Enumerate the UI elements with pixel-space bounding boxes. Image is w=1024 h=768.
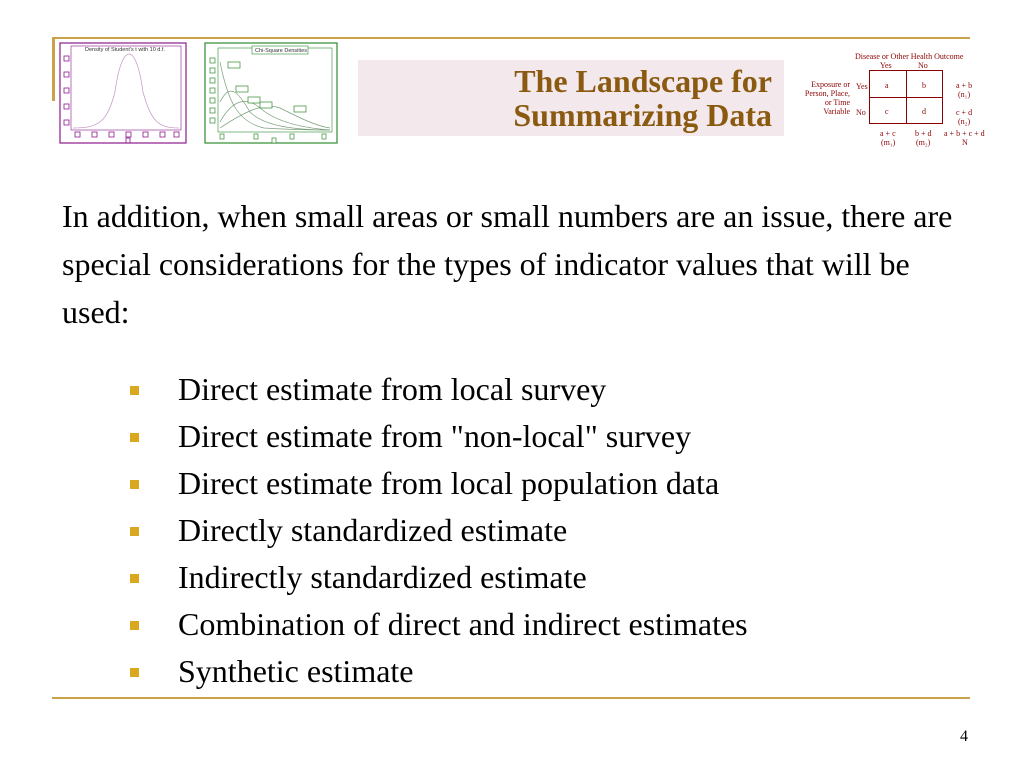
bottom-rule	[52, 697, 970, 699]
page-number: 4	[960, 728, 968, 745]
bullet-square-icon	[130, 668, 139, 677]
table-grid	[869, 70, 943, 124]
row-label-2: Person, Place,	[804, 89, 850, 98]
bullet-text: Combination of direct and indirect estimates	[178, 606, 748, 642]
bullet-text: Directly standardized estimate	[178, 512, 568, 548]
bullet-text: Synthetic estimate	[178, 653, 414, 689]
left-rule	[52, 37, 55, 101]
bullet-item	[130, 366, 748, 413]
contingency-table	[800, 48, 1000, 152]
cell-c: c	[885, 107, 889, 116]
intro-paragraph: In addition, when small areas or small numbers are an issue, there are special considerations for the types of indicator values that will be used:	[62, 198, 953, 330]
row-no-label: No	[856, 108, 866, 117]
row-yes-label: Yes	[856, 82, 868, 91]
bullet-item	[130, 554, 748, 601]
col2-total: b + d	[915, 129, 932, 138]
slide-title	[513, 60, 772, 136]
bullet-text: Direct estimate from local population data	[178, 465, 720, 501]
bullet-list	[130, 366, 748, 695]
cell-d: d	[922, 107, 926, 116]
grand-total-sub: N	[962, 138, 968, 147]
bullet-item	[130, 507, 748, 554]
chisquare-plot	[204, 42, 338, 144]
row-label-4: Variable	[823, 107, 850, 116]
table-header: Disease or Other Health Outcome	[855, 52, 964, 61]
title-box	[358, 60, 784, 136]
bullet-square-icon	[130, 433, 139, 442]
title-line-1: The Landscape for	[514, 63, 772, 99]
chisquare-title: Chi-Square Densities	[255, 48, 307, 54]
top-rule	[52, 37, 970, 39]
bullet-square-icon	[130, 574, 139, 583]
bullet-square-icon	[130, 527, 139, 536]
bullet-square-icon	[130, 621, 139, 630]
t-density-thumbnail	[59, 42, 187, 144]
bullet-text: Direct estimate from "non-local" survey	[178, 418, 692, 454]
col2-sub: (m₂)	[916, 138, 931, 147]
cell-b: b	[922, 81, 926, 90]
bullet-item	[130, 460, 748, 507]
row2-sub: (n₂)	[958, 117, 971, 126]
col-no-label: No	[918, 61, 928, 70]
col1-total: a + c	[880, 129, 896, 138]
row1-sub: (n₁)	[958, 90, 971, 99]
row1-total: a + b	[956, 81, 973, 90]
density-title: Density of Student's t with 10 d.f.	[85, 47, 165, 53]
bullet-text: Indirectly standardized estimate	[178, 559, 587, 595]
t-density-plot	[59, 42, 187, 144]
col1-sub: (m₁)	[881, 138, 896, 147]
chisquare-thumbnail	[204, 42, 338, 144]
col-yes-label: Yes	[880, 61, 892, 70]
bullet-square-icon	[130, 386, 139, 395]
bullet-text: Direct estimate from local survey	[178, 371, 607, 407]
row-label-1: Exposure or	[811, 80, 850, 89]
bullet-item	[130, 601, 748, 648]
bullet-item	[130, 648, 748, 695]
bullet-square-icon	[130, 480, 139, 489]
grand-total: a + b + c + d	[944, 129, 985, 138]
title-line-2: Summarizing Data	[513, 97, 772, 133]
row-label-3: or Time	[824, 98, 850, 107]
bullet-item	[130, 413, 748, 460]
row2-total: c + d	[956, 108, 973, 117]
cell-a: a	[885, 81, 889, 90]
